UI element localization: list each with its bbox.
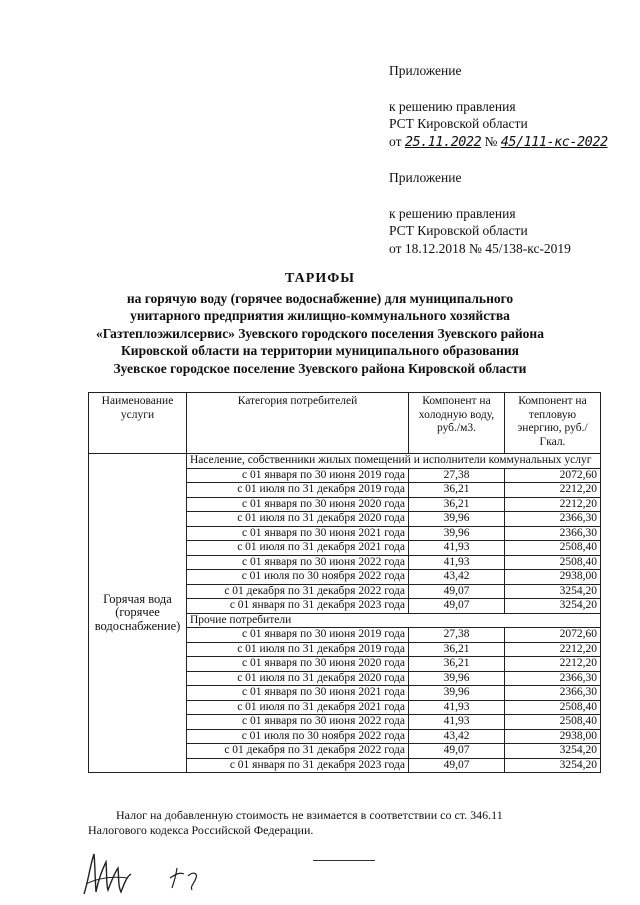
heat-cell: 2212,20 <box>505 642 601 657</box>
header-cold: Компонент на холодную воду, руб./м3. <box>409 393 505 454</box>
header-heat: Компонент на тепловую энергию, руб./Гкал. <box>505 393 601 454</box>
appendix-new-date-line <box>389 133 634 152</box>
appendix-new-number-prefix: № <box>484 133 498 149</box>
heat-cell: 2212,20 <box>505 483 601 498</box>
cold-cell: 49,07 <box>409 744 505 759</box>
heat-cell: 2508,40 <box>505 541 601 556</box>
period-cell: с 01 января по 30 июня 2020 года <box>187 657 409 672</box>
appendix-old-line1: к решению правления <box>389 205 516 221</box>
period-cell: с 01 декабря по 31 декабря 2022 года <box>187 744 409 759</box>
heat-cell: 2072,60 <box>505 468 601 483</box>
document-title <box>70 270 570 377</box>
cold-cell: 39,96 <box>409 512 505 527</box>
period-cell: с 01 июля по 31 декабря 2021 года <box>187 541 409 556</box>
appendix-old-line2: РСТ Кировской области <box>389 223 528 238</box>
cold-cell: 39,96 <box>409 671 505 686</box>
cold-cell: 41,93 <box>409 555 505 570</box>
cold-cell: 41,93 <box>409 541 505 556</box>
period-cell: с 01 января по 31 декабря 2023 года <box>187 599 409 614</box>
table-body <box>89 454 601 773</box>
heat-cell: 2508,40 <box>505 555 601 570</box>
cold-cell: 43,42 <box>409 570 505 585</box>
cold-cell: 27,38 <box>409 628 505 643</box>
appendix-new-line2: РСТ Кировской области <box>389 116 528 131</box>
title-line1: на горячую воду (горячее водоснабжение) для муниципального <box>126 290 514 306</box>
period-cell: с 01 января по 30 июня 2020 года <box>187 497 409 512</box>
heat-cell: 2366,30 <box>505 686 601 701</box>
heat-cell: 2366,30 <box>505 512 601 527</box>
group-name: Прочие потребители <box>187 613 601 628</box>
group-name: Население, собственники жилых помещений и исполнители коммунальных услуг <box>187 454 601 469</box>
heat-cell: 2938,00 <box>505 570 601 585</box>
heat-cell: 2366,30 <box>505 526 601 541</box>
service-name: Горячая вода (горячее водоснабжение) <box>89 454 187 773</box>
heat-cell: 2366,30 <box>505 671 601 686</box>
period-cell: с 01 января по 31 декабря 2023 года <box>187 758 409 773</box>
appendix-new-date: 25.11.2022 <box>404 133 482 150</box>
heat-cell: 2508,40 <box>505 700 601 715</box>
appendix-new-label: Приложение <box>389 63 462 78</box>
period-cell: с 01 июля по 31 декабря 2021 года <box>187 700 409 715</box>
period-cell: с 01 января по 30 июня 2022 года <box>187 555 409 570</box>
header-category: Категория потребителей <box>187 393 409 454</box>
appendix-new-number: 45/111-кс-2022 <box>500 133 608 150</box>
appendix-old-line3: от 18.12.2018 № 45/138-кс-2019 <box>389 240 571 256</box>
cold-cell: 41,93 <box>409 700 505 715</box>
period-cell: с 01 июля по 31 декабря 2020 года <box>187 671 409 686</box>
period-cell: с 01 июля по 31 декабря 2020 года <box>187 512 409 527</box>
appendix-old-label: Приложение <box>389 170 462 185</box>
heat-cell: 3254,20 <box>505 584 601 599</box>
appendix-new-date-prefix: от <box>389 133 402 149</box>
period-cell: с 01 января по 30 июня 2019 года <box>187 468 409 483</box>
title-line5: Зуевское городское поселение Зуевского района Кировской области <box>113 360 527 376</box>
heat-cell: 3254,20 <box>505 758 601 773</box>
cold-cell: 41,93 <box>409 715 505 730</box>
header-service: Наименование услуги <box>89 393 187 454</box>
period-cell: с 01 января по 30 июня 2021 года <box>187 526 409 541</box>
period-cell: с 01 июля по 30 ноября 2022 года <box>187 729 409 744</box>
cold-cell: 39,96 <box>409 526 505 541</box>
title-line4: Кировской области на территории муниципального образования <box>121 343 519 358</box>
table-header-row <box>89 393 601 454</box>
cold-cell: 27,38 <box>409 468 505 483</box>
tariff-table <box>88 392 601 773</box>
signature-image <box>80 848 220 903</box>
cold-cell: 36,21 <box>409 642 505 657</box>
appendix-new-line1: к решению правления <box>389 98 516 114</box>
footnote-line1: Налог на добавленную стоимость не взимается в соответствии со ст. 346.11 <box>116 808 503 822</box>
signature-line <box>313 860 375 861</box>
heat-cell: 2212,20 <box>505 497 601 512</box>
footnote <box>88 808 600 838</box>
heat-cell: 2938,00 <box>505 729 601 744</box>
title-line3: «Газтеплоэжилсервис» Зуевского городского поселения Зуевского района <box>96 325 544 341</box>
period-cell: с 01 декабря по 31 декабря 2022 года <box>187 584 409 599</box>
cold-cell: 39,96 <box>409 686 505 701</box>
cold-cell: 36,21 <box>409 497 505 512</box>
cold-cell: 36,21 <box>409 483 505 498</box>
period-cell: с 01 июля по 31 декабря 2019 года <box>187 483 409 498</box>
heat-cell: 2212,20 <box>505 657 601 672</box>
group-row <box>89 454 601 469</box>
heat-cell: 3254,20 <box>505 744 601 759</box>
cold-cell: 36,21 <box>409 657 505 672</box>
period-cell: с 01 января по 30 июня 2021 года <box>187 686 409 701</box>
cold-cell: 49,07 <box>409 758 505 773</box>
cold-cell: 49,07 <box>409 584 505 599</box>
period-cell: с 01 января по 30 июня 2019 года <box>187 628 409 643</box>
heat-cell: 3254,20 <box>505 599 601 614</box>
cold-cell: 43,42 <box>409 729 505 744</box>
title-main: ТАРИФЫ <box>285 271 355 286</box>
appendix-header <box>389 62 634 257</box>
title-line2: унитарного предприятия жилищно-коммунального хозяйства <box>130 308 510 323</box>
heat-cell: 2508,40 <box>505 715 601 730</box>
heat-cell: 2072,60 <box>505 628 601 643</box>
cold-cell: 49,07 <box>409 599 505 614</box>
period-cell: с 01 июля по 31 декабря 2019 года <box>187 642 409 657</box>
period-cell: с 01 января по 30 июня 2022 года <box>187 715 409 730</box>
period-cell: с 01 июля по 30 ноября 2022 года <box>187 570 409 585</box>
footnote-line2: Налогового кодекса Российской Федерации. <box>88 823 314 837</box>
